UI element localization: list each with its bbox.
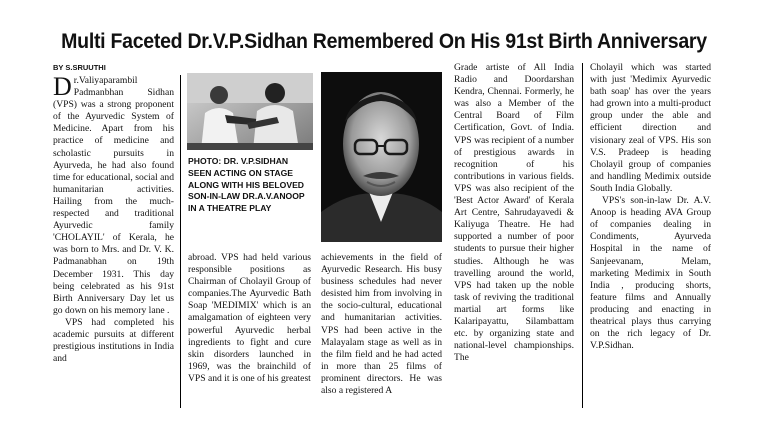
- article-column-2: [188, 252, 311, 410]
- column-3-text: achievements in the field of Ayurvedic Research. His busy business schedules had never desisted him from involving in the socio-cultural, educational and humanitarian activities. VPS had been active in the Malayalam stage as well as in the film field and he had acted in more than 25 films of prominent directors. He was also a registered A: [321, 252, 442, 397]
- stage-photo: [187, 73, 313, 150]
- article-headline: Multi Faceted Dr.V.P.Sidhan Remembered On His 91st Birth Anniversary: [61, 30, 707, 53]
- column-2-text: abroad. VPS had held various responsible positions as Chairman of Cholayil Group of companies.The Ayurvedic Bath Soap 'MEDIMIX' which is an amalgamation of eighteen very powerful Ayurvedic herbal ingredients to fight and cure skin disorders launched in 1969, was the brainchild of VPS and it is one of his greatest: [188, 252, 311, 384]
- column-5-paragraph-1: Cholayil which was started with just 'Medimix Ayurvedic bath soap' has over the years had grown into a multi-product group under the able and efficient direction and visionary zeal of VPS. His son V.S. Pradeep is heading Cholayil group of companies and handling Medimix outside South India Globally.: [590, 62, 711, 194]
- column-4-text: Grade artiste of All India Radio and Doordarshan Kendra, Chennai. Formerly, he was also a Member of the Central Board of Film Certification, Govt. of India. VPS was recipient of a number of prestigious awards in recognition of his contributions in various fields. VPS was also recipient of the 'Best Actor Award' of Kerala Art Centre, Sahrudayavedi & Kaliyuga Theatre. He had supported a number of poor students to pursue their higher studies. Although he was travelling around the world, VPS had taken up the noble task of reviving the traditional martial art forms like Kalaripayattu, Silambattam etc. by organizing state and national-level championships. The: [454, 62, 574, 364]
- article-column-1: [53, 75, 174, 410]
- column-divider: [582, 63, 583, 408]
- column-1-paragraph-2: VPS had completed his academic pursuits at different prestigious institutions in India and: [53, 316, 174, 365]
- photo-caption: PHOTO: DR. V.P.SIDHAN SEEN ACTING ON STAGE ALONG WITH HIS BELOVED SON-IN-LAW DR.A.V.ANOOP IN A THEATRE PLAY: [188, 156, 305, 214]
- article-byline: BY S.SRUUTHI: [53, 63, 106, 72]
- portrait-photo: [321, 72, 442, 242]
- column-divider: [180, 75, 181, 408]
- article-column-4: [454, 62, 574, 410]
- column-1-paragraph-1: r.Valiyaparambil Padmanbhan Sidhan (VPS) was a strong proponent of the Ayurvedic System of Medicine. Apart from his practice of medicine and scholastic pursuits in Ayurveda, he had also found time for educational, social and humanitarian activities. Hailing from the much-respected and traditional Ayurvedic family 'CHOLAYIL' of Kerala, he was born to Mrs. and Dr. V. K. Padmanabhan on 19th December 1931. This day being celebrated as his 91st Birth Anniversary Day let us go down on his memory lane .: [53, 75, 174, 316]
- drop-cap: D: [53, 75, 72, 101]
- column-5-paragraph-2: VPS's son-in-law Dr. A.V. Anoop is heading AVA Group of companies dealing in Condiments, Ayurveda Hospital in the name of Sanjeevanam, Melam, marketing Medimix in South India , producing shorts, feature films and Annually producing and enacting in theatrical plays thus carrying on the rich legacy of Dr. V.P.Sidhan.: [590, 195, 711, 352]
- article-column-5: [590, 62, 711, 410]
- article-column-3: [321, 252, 442, 410]
